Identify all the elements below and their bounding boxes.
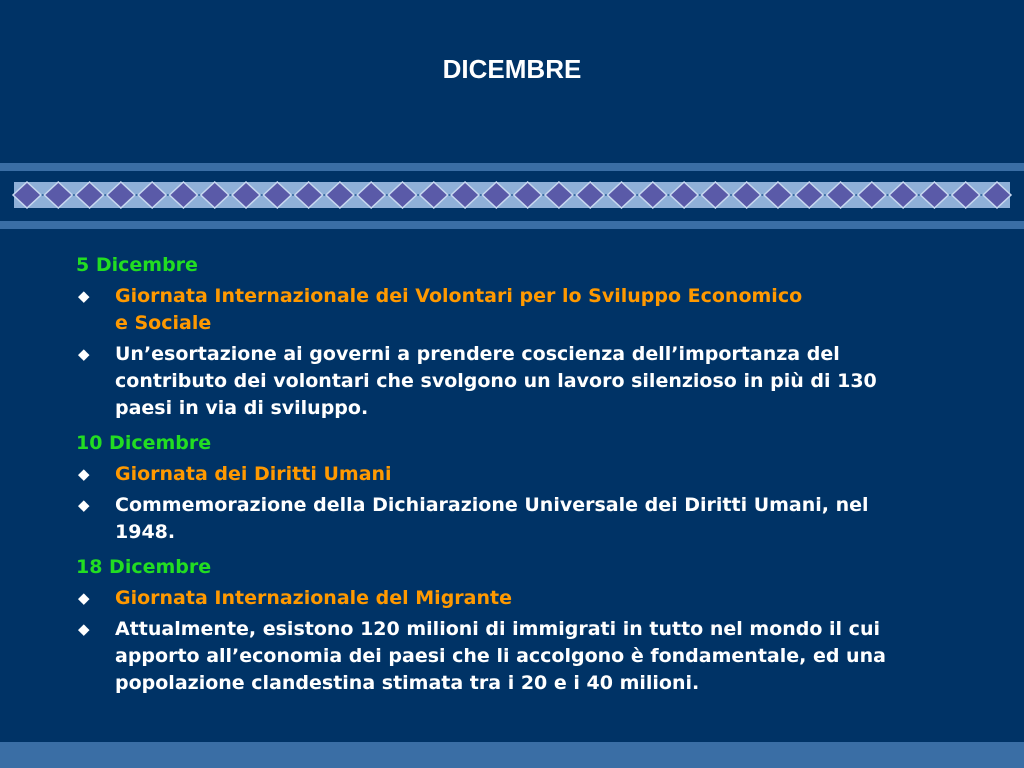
diamond-bullet-icon: ◆	[78, 496, 90, 514]
section-date: 5 Dicembre	[76, 254, 198, 276]
body-line: apporto all’economia dei paesi che li accolgono è fondamentale, ed una	[115, 645, 886, 667]
headline-line: Giornata dei Diritti Umani	[115, 463, 392, 485]
diamond-bullet-icon: ◆	[78, 589, 90, 607]
body-bullet	[76, 341, 1016, 422]
body-line: popolazione clandestina stimata tra i 20 e i 40 milioni.	[115, 672, 700, 694]
body-line: contributo dei volontari che svolgono un lavoro silenzioso in più di 130	[115, 370, 877, 392]
diamond-bullet-icon: ◆	[78, 287, 90, 305]
headline-line: Giornata Internazionale dei Volontari per lo Sviluppo Economico	[115, 285, 803, 307]
body-line: Un’esortazione ai governi a prendere coscienza dell’importanza del	[115, 343, 840, 365]
diamond-bullet-icon: ◆	[78, 620, 90, 638]
footer-band	[0, 742, 1024, 768]
slide-title: DICEMBRE	[442, 54, 582, 84]
headline-line: Giornata Internazionale del Migrante	[115, 587, 512, 609]
section-date: 18 Dicembre	[76, 556, 212, 578]
body-bullet	[76, 616, 1016, 697]
section-date: 10 Dicembre	[76, 432, 212, 454]
headline-bullet	[76, 283, 1016, 337]
bottom-band	[0, 221, 1024, 229]
body-line: 1948.	[115, 521, 176, 543]
body-line: Attualmente, esistono 120 milioni di immigrati in tutto nel mondo il cui	[115, 618, 880, 640]
section-10-dicembre	[76, 430, 1016, 546]
diamond-bullet-icon: ◆	[78, 345, 90, 363]
section-5-dicembre	[76, 252, 1016, 422]
body-line: paesi in via di sviluppo.	[115, 397, 369, 419]
body-bullet	[76, 492, 1016, 546]
slide-content	[76, 252, 1016, 705]
headline-bullet	[76, 585, 1016, 612]
diamond-chain-icon	[0, 0, 1024, 230]
headline-bullet	[76, 461, 1016, 488]
body-line: Commemorazione della Dichiarazione Universale dei Diritti Umani, nel	[115, 494, 869, 516]
diamond-bullet-icon: ◆	[78, 465, 90, 483]
section-18-dicembre	[76, 554, 1016, 697]
headline-line: e Sociale	[115, 312, 212, 334]
